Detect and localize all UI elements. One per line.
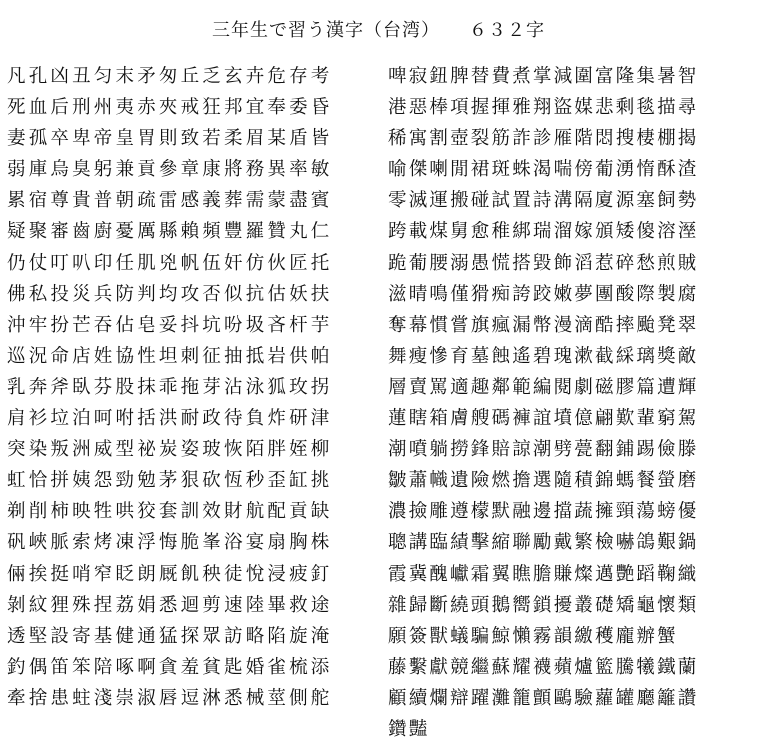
kanji-row: 跨載煤舅愈稚綁瑞溜嫁頒矮傻溶溼	[388, 221, 699, 243]
kanji-row: 啤寂鈕脾替費煮掌減圍富隆集暑智	[388, 66, 699, 87]
kanji-row: 剝紋狸殊捏荔娟悉迴剪速陸畢救途	[7, 594, 333, 616]
kanji-row: 零滅運搬碰試置詩溝隔廈源塞飼勢	[388, 190, 699, 212]
kanji-list-left-column	[7, 61, 371, 714]
kanji-row: 跪葡腰溺愚慌搭毀飾滔惹碎愁煎賊	[388, 252, 699, 274]
kanji-row: 蓮瞎箱膚艘碼褲誼墳億翩歎輩窮駕	[388, 408, 699, 430]
kanji-row: 釣偶笛笨陪啄啊貪羞貧匙婚雀梳添	[7, 656, 333, 678]
kanji-row: 藤繫獻競繼蘇耀襪蘋爐籃騰犧鐵蘭	[388, 656, 699, 678]
kanji-row: 矾峽脈索烤凍浮悔脆峯浴宴扇胸株	[7, 532, 333, 554]
kanji-row: 奪幕慣嘗旗瘋漏幣漫滴酷摔颱凳翠	[388, 314, 699, 336]
kanji-row: 累宿尊貴普朝疏雷感義葬需蒙盡賓	[7, 190, 333, 212]
kanji-row: 肩衫垃泊呵咐括洪耐政待負炸研津	[7, 408, 333, 430]
kanji-row: 疑聚審齒廚憂厲縣賴頻豐羅贊丸仁	[7, 221, 333, 243]
kanji-row: 牽捨患蛀淺崇淑唇逗淋悉械莖側舵	[7, 687, 333, 709]
kanji-row: 沖牢扮芒吞佔皂妥抖坑吩圾吝杆芋	[7, 314, 333, 336]
kanji-row: 虹恰拼姨怨勁勉茅狠砍恆秒歪缸挑	[7, 470, 333, 492]
kanji-row: 透堅設寄基健通猛探眾訪略陷旋淹	[7, 625, 333, 647]
kanji-row: 願簽獸蟻騙鯨懶霧韻繳穫龐辦蟹	[388, 625, 678, 647]
kanji-row: 濃撿雕遵檬默融邊擋蔬擁頸蕩螃優	[388, 501, 699, 523]
kanji-list-right-column	[388, 61, 750, 745]
kanji-row: 雜歸斷繞頭鵝嚮鎖擾叢礎矯龜懷類	[388, 594, 699, 616]
kanji-row: 死血后刑州夷赤夾戒狂邦宜奉委昏	[7, 97, 333, 119]
kanji-row: 層賣罵適趣鄰範編閱劇磁膠篇遭輝	[388, 376, 699, 398]
kanji-row: 佛私投災兵防判均攻否似抗估妖扶	[7, 283, 333, 305]
kanji-row: 舞瘦慘育墓蝕遙碧瑰漱截綵璃獎敵	[388, 345, 699, 367]
kanji-row: 突染叛洲威型祕炭姿玻恢陌胖姪柳	[7, 439, 333, 461]
kanji-row: 稀寓割壺裂筋詐診雁階悶搜棲棚揭	[388, 128, 699, 150]
kanji-row: 霞冀醜巘霜翼瞧膽賺燦邁艷蹈鞠織	[388, 563, 699, 585]
kanji-row: 仍仗叮叭印任肌兇帆伍奸仿伙匠托	[7, 252, 333, 274]
kanji-row: 聰講臨績擊縮聯勵戴繁檢嚇鴿艱鍋	[388, 532, 699, 554]
kanji-row: 港惡棒項握揮雅翔盜媒悲剩毯描尋	[388, 97, 699, 119]
kanji-row: 喻傑喇閒裙斑蛛渴喘傍葡湧惰酥渣	[388, 159, 699, 181]
kanji-row: 顧續爛辯躍灘籠顫鷗驗蘿罐廳籬讚	[388, 687, 699, 709]
page-title: 三年生で習う漢字（台湾） ６３２字	[212, 20, 545, 41]
kanji-row: 剃削柿映牲哄狡套訓效財航配貢缺	[7, 501, 333, 523]
kanji-row: 妻孤卒卑帝皇胃則致若柔眉某盾皆	[7, 128, 333, 150]
kanji-row: 潮噴躺撈鋒賠諒潮劈甍翻鋪踢儉滕	[388, 439, 699, 461]
kanji-row: 皺蕭幟遺險燃擔選隨積錦螞餐螢磨	[388, 470, 699, 492]
kanji-row: 倆挨挺哨窄眨朗厩飢秧徒悅浸疲釘	[7, 563, 333, 585]
kanji-row: 乳奔斧臥芬股抹乖拖芽沾泳狐玫拐	[7, 376, 333, 398]
kanji-row: 弱庫烏臭躬兼貢參章康將務異率敏	[7, 159, 333, 181]
kanji-row: 凡孔凶丑匀末矛匆丘乏玄卉危存考	[7, 66, 333, 87]
kanji-row: 滋晴鳴僅猾痴誇跤嫩夢團酸際製腐	[388, 283, 699, 305]
kanji-row: 鑽豔	[388, 718, 430, 740]
kanji-row: 巡況命店姓協性坦刺征抽抵岩供帕	[7, 345, 333, 367]
